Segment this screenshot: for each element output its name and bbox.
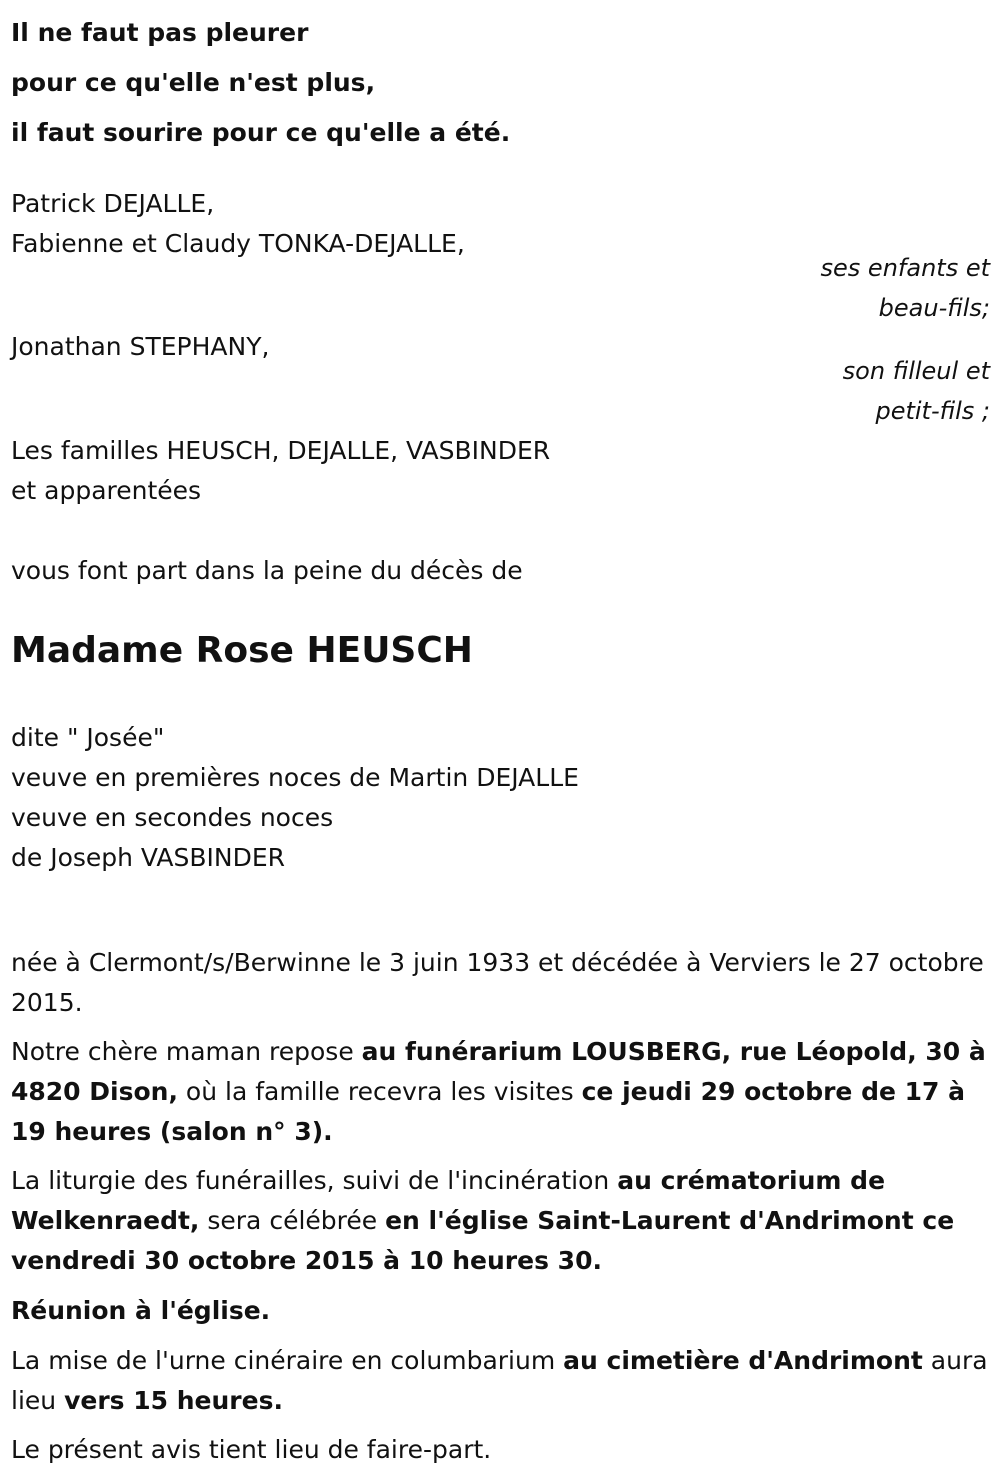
liturgy-text: La liturgie des funérailles, suivi de l'incinération	[11, 1166, 618, 1195]
family-member: Fabienne et Claudy TONKA-DEJALLE,	[11, 229, 465, 258]
relation-line: ses enfants et	[820, 254, 990, 282]
repose-text: où la famille recevra les visites	[177, 1077, 582, 1106]
repose-text: Notre chère maman repose	[11, 1037, 362, 1066]
announcement	[11, 551, 523, 591]
godson-block	[11, 327, 269, 367]
poem-line: pour ce qu'elle n'est plus,	[11, 68, 376, 97]
detail-line: dite " Josée"	[11, 723, 165, 752]
relation-line: beau-fils;	[878, 294, 990, 322]
urn-text: aura lieu	[11, 1346, 988, 1415]
family-member: Patrick DEJALLE,	[11, 189, 215, 218]
visiting-hours: ce jeudi 29 octobre de 17 à 19 heures (salon n° 3).	[11, 1077, 965, 1146]
deceased-details	[11, 718, 579, 878]
children-relation	[821, 248, 990, 328]
family-member: Jonathan STEPHANY,	[11, 332, 270, 361]
relation-line: son filleul et	[842, 357, 990, 385]
poem-line: Il ne faut pas pleurer	[11, 18, 309, 47]
detail-line: veuve en secondes noces	[11, 803, 334, 832]
cemetery: au cimetière d'Andrimont	[563, 1346, 923, 1375]
families-line: et apparentées	[11, 476, 202, 505]
birth-death-paragraph: née à Clermont/s/Berwinne le 3 juin 1933 et décédée à Verviers le 27 octobre 2015.	[11, 948, 984, 1017]
crematorium: au crématorium de Welkenraedt,	[11, 1166, 886, 1235]
liturgy-text: sera célébrée	[199, 1206, 386, 1235]
detail-line: de Joseph VASBINDER	[11, 843, 286, 872]
liturgy-paragraph	[11, 1161, 990, 1281]
opening-poem	[11, 8, 510, 158]
deceased-name: Madame Rose HEUSCH	[11, 630, 473, 671]
families-line: Les familles HEUSCH, DEJALLE, VASBINDER	[11, 436, 551, 465]
families-block	[11, 431, 550, 511]
closing-line: Le présent avis tient lieu de faire-part.	[11, 1435, 492, 1464]
urn-text: La mise de l'urne cinéraire en columbarium	[11, 1346, 564, 1375]
announcement-text: vous font part dans la peine du décès de	[11, 556, 523, 585]
funerarium-address: au funérarium LOUSBERG, rue Léopold, 30 à 4820 Dison,	[11, 1037, 986, 1106]
repose-paragraph	[11, 1032, 990, 1152]
urn-paragraph	[11, 1341, 990, 1421]
poem-line: il faut sourire pour ce qu'elle a été.	[11, 118, 511, 147]
reunion-line: Réunion à l'église.	[11, 1296, 271, 1325]
godson-relation	[843, 351, 990, 431]
relation-line: petit-fils ;	[875, 397, 990, 425]
children-block	[11, 184, 465, 264]
church-service: en l'église Saint-Laurent d'Andrimont ce vendredi 30 octobre 2015 à 10 heures 30.	[11, 1206, 955, 1275]
urn-time: vers 15 heures.	[64, 1386, 283, 1415]
detail-line: veuve en premières noces de Martin DEJALLE	[11, 763, 579, 792]
